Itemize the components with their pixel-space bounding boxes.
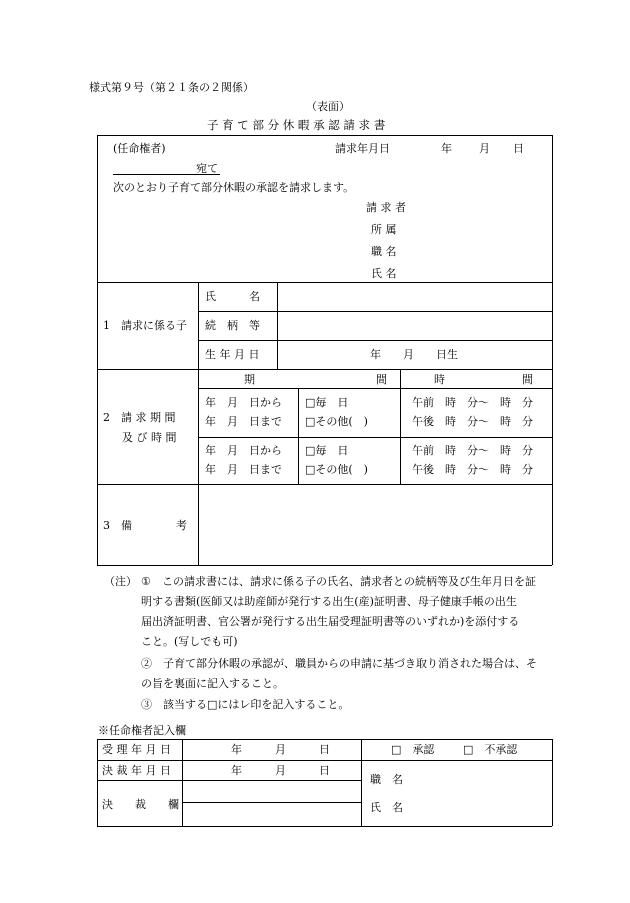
appointer-label: (任命権者): [113, 142, 166, 155]
decided-date-label: 決 裁 年 月 日: [102, 764, 171, 777]
admin-post-label: 職 名: [370, 773, 403, 786]
pm-time: 午後 時 分～ 時 分: [412, 463, 533, 476]
received-date-value: 年 月 日: [231, 743, 330, 756]
admin-name-label: 氏 名: [370, 801, 403, 814]
addressee-suffix: 宛て: [196, 162, 218, 175]
reject-checkbox[interactable]: □ 不承認: [463, 743, 518, 756]
note-2-line-2: の旨を裏面に記入すること。: [141, 677, 284, 690]
am-time: 午前 時 分～ 時 分: [412, 396, 533, 409]
period-from: 年 月 日から: [205, 444, 282, 457]
every-day-checkbox[interactable]: □毎 日: [305, 396, 349, 409]
child-section-label: 1 請求に係る子: [103, 319, 187, 332]
child-relation-label: 続 柄 等: [205, 319, 260, 332]
request-date-label: 請求年月日: [335, 142, 390, 155]
request-day: 日: [513, 142, 524, 155]
remarks-label: 3 備 考: [103, 519, 187, 532]
approve-checkbox[interactable]: □ 承認: [391, 743, 435, 756]
every-day-checkbox[interactable]: □毎 日: [305, 444, 349, 457]
decided-date-value: 年 月 日: [231, 764, 330, 777]
time-header: 時 間: [434, 373, 533, 386]
other-checkbox[interactable]: □その他( ): [305, 415, 368, 428]
child-birth-label: 生 年 月 日: [205, 348, 260, 361]
period-section-label-2: 及 び 時 間: [122, 431, 177, 444]
period-from: 年 月 日から: [205, 396, 282, 409]
period-section-label-1: 2 請 求 期 間: [103, 411, 176, 424]
child-birth-value: 年 月 日生: [370, 348, 458, 361]
request-year: 年: [441, 142, 452, 155]
requester-label: 請 求 者: [366, 201, 406, 214]
note-1-line-2: 明する書類(医師又は助産師が発行する出生(産)証明書、母子健康手帳の出生: [141, 595, 517, 608]
received-date-label: 受 理 年 月 日: [102, 743, 171, 756]
note-2-line-1: ② 子育て部分休暇の承認が、職員からの申請に基づき取り消された場合は、そ: [141, 657, 537, 670]
admin-section-title: ※任命権者記入欄: [98, 724, 186, 737]
note-1-line-3: 届出済証明書、官公署が発行する出生届受理証明書等のいずれか)を添付する: [141, 615, 520, 628]
post-label: 職 名: [371, 245, 397, 258]
notes-prefix: （注）: [104, 575, 137, 588]
page-title: 子 育 て 部 分 休 暇 承 認 請 求 書: [207, 118, 386, 132]
period-to: 年 月 日まで: [205, 415, 282, 428]
request-statement: 次のとおり子育て部分休暇の承認を請求します。: [113, 181, 355, 194]
period-to: 年 月 日まで: [205, 463, 282, 476]
note-1-mark: ①: [141, 575, 151, 588]
pm-time: 午後 時 分～ 時 分: [412, 415, 533, 428]
affiliation-label: 所 属: [371, 223, 397, 236]
note-1-line-1: この請求書には、請求に係る子の氏名、請求者との続柄等及び生年月日を証: [162, 575, 536, 588]
note-1-line-4: こと。(写しでも可): [141, 635, 238, 648]
request-month: 月: [479, 142, 490, 155]
name-label: 氏 名: [371, 267, 397, 280]
approval-field-label: 決 裁 欄: [102, 798, 179, 811]
period-header: 期 間: [244, 373, 387, 386]
other-checkbox[interactable]: □その他( ): [305, 463, 368, 476]
child-name-label: 氏 名: [205, 290, 260, 303]
am-time: 午前 時 分～ 時 分: [412, 444, 533, 457]
form-side: （表面）: [306, 100, 350, 113]
form-number: 様式第９号（第２１条の２関係）: [89, 81, 254, 94]
note-3: ③ 該当する□にはレ印を記入すること。: [141, 698, 350, 711]
